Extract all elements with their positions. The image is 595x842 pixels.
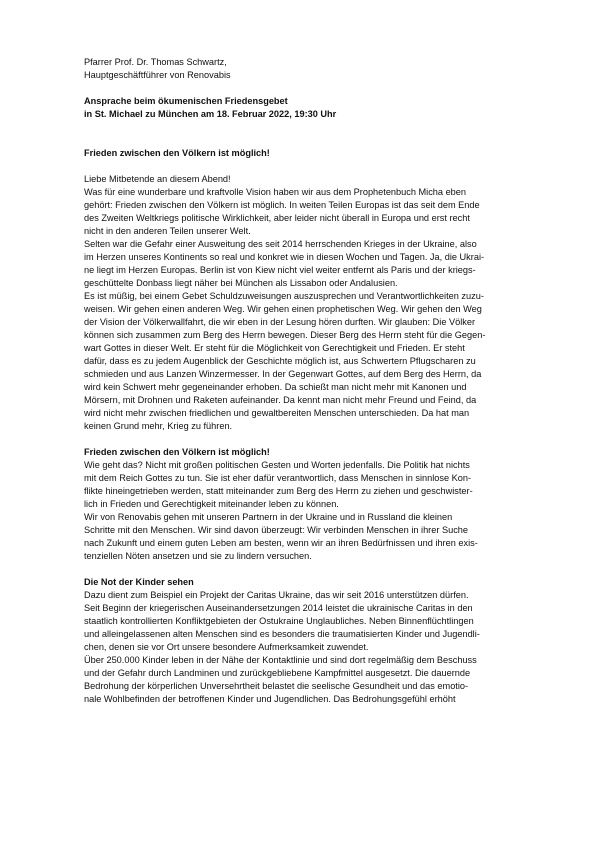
- text-line: Wie geht das? Nicht mit großen politischen Gesten und Worten jedenfalls. Die Politik hat nichts: [84, 460, 470, 470]
- paragraph: [84, 290, 516, 433]
- text-line: Wir von Renovabis gehen mit unseren Partnern in der Ukraine und in Russland die kleinen: [84, 512, 453, 522]
- text-line: im Herzen unseres Kontinents so real und konkret wie in diesen Wochen und Tagen. Ja, die Ukrai-: [84, 252, 485, 262]
- paragraph: [84, 186, 516, 238]
- paragraph: [84, 654, 516, 706]
- document-body: [84, 56, 516, 706]
- author-role: Hauptgeschäftführer von Renovabis: [84, 70, 231, 80]
- text-line: mit dem Reich Gottes zu tun. Sie ist eher dafür verantwortlich, dass Menschen in sinnlose Kon-: [84, 473, 472, 483]
- text-line: nale Wohlbefinden der betroffenen Kinder und Jugendlichen. Das Bedrohungsgefühl erhöht: [84, 694, 456, 704]
- text-line: staatlich kontrollierten Konfliktgebieten der Ostukraine Unglaubliches. Neben Binnenflüchtlingen: [84, 616, 474, 626]
- text-line: Es ist müßig, bei einem Gebet Schuldzuweisungen auszusprechen und Verantwortlichkeiten zuzu-: [84, 291, 484, 301]
- text-line: Schritte mit den Menschen. Wir sind davon überzeugt: Wir verbinden Menschen in ihrer Suche: [84, 525, 469, 535]
- section-heading: Frieden zwischen den Völkern ist möglich!: [84, 148, 270, 158]
- text-line: können sich zusammen zum Berg des Herrn bewegen. Dieser Berg des Herrn steht für die Gegen-: [84, 330, 486, 340]
- text-line: wart Gottes in dieser Welt. Er steht für die Möglichkeit von Gerechtigkeit und Frieden. Er steht: [84, 343, 465, 353]
- text-line: Bedrohung der körperlichen Unversehrtheit belastet die seelische Gesundheit und das emotio-: [84, 681, 469, 691]
- text-line: dafür, dass es zu jedem Augenblick der Geschichte möglich ist, aus Schwertern Pflugscharen zu: [84, 356, 476, 366]
- text-line: tenziellen Nöten ansetzen und sie zu lindern versuchen.: [84, 551, 312, 561]
- text-line: gehört: Frieden zwischen den Völkern ist möglich. In weiten Teilen Europas ist das seit dem Ende: [84, 200, 480, 210]
- text-line: Dazu dient zum Beispiel ein Projekt der Caritas Ukraine, das wir seit 2016 unterstützen dürfen.: [84, 590, 469, 600]
- text-line: keinen Grund mehr, Krieg zu führen.: [84, 421, 233, 431]
- paragraph: [84, 238, 516, 290]
- document-subtitle: in St. Michael zu München am 18. Februar 2022, 19:30 Uhr: [84, 109, 337, 119]
- paragraph: [84, 459, 516, 511]
- text-line: und der Gefahr durch Landminen und zurückgebliebene Kampfmittel ausgesetzt. Die dauernde: [84, 668, 471, 678]
- text-line: chen, denen sie vor Ort unsere besondere Aufmerksamkeit zuwendet.: [84, 642, 369, 652]
- paragraph: [84, 511, 516, 563]
- text-line: Selten war die Gefahr einer Ausweitung des seit 2014 herrschenden Krieges in der Ukraine, also: [84, 239, 477, 249]
- text-line: ne liegt im Herzen Europas. Berlin ist von Kiew nicht viel weiter entfernt als Paris und der kriegs-: [84, 265, 476, 275]
- section-heading: Frieden zwischen den Völkern ist möglich!: [84, 447, 270, 457]
- text-line: wird kein Schwert mehr gegeneinander erhoben. Da schießt man nicht mehr mit Kanonen und: [84, 382, 467, 392]
- salutation: Liebe Mitbetende an diesem Abend!: [84, 174, 231, 184]
- text-line: wird nicht mehr zwischen friedlichen und gewaltbereiten Menschen unterschieden. Da hat man: [84, 408, 470, 418]
- text-line: weisen. Wir gehen einen anderen Weg. Wir gehen einen prophetischen Weg. Wir gehen den Weg: [84, 304, 482, 314]
- text-line: der Vision der Völkerwallfahrt, die wir eben in der Lesung hören durften. Wir glauben: Die Völker: [84, 317, 476, 327]
- document-title: Ansprache beim ökumenischen Friedensgebet: [84, 96, 288, 106]
- author-name: Pfarrer Prof. Dr. Thomas Schwartz,: [84, 57, 227, 67]
- text-line: flikte hineingetrieben werden, statt miteinander zum Berg des Herrn zu ziehen und geschwister-: [84, 486, 473, 496]
- text-line: Was für eine wunderbare und kraftvolle Vision haben wir aus dem Prophetenbuch Micha eben: [84, 187, 467, 197]
- text-line: schmieden und aus Lanzen Winzermesser. In der Gegenwart Gottes, auf dem Berg des Herrn, da: [84, 369, 482, 379]
- text-line: Seit Beginn der kriegerischen Auseinandersetzungen 2014 leistet die ukrainische Caritas in den: [84, 603, 473, 613]
- paragraph: [84, 589, 516, 654]
- text-line: Über 250.000 Kinder leben in der Nähe der Kontaktlinie und sind dort regelmäßig dem Beschuss: [84, 655, 477, 665]
- text-line: geschüttelte Donbass liegt näher bei München als Lissabon oder Andalusien.: [84, 278, 398, 288]
- text-line: nicht in den anderen Teilen unserer Welt.: [84, 226, 251, 236]
- text-line: lich in Frieden und Gerechtigkeit miteinander leben zu können.: [84, 499, 339, 509]
- text-line: Mörsern, mit Drohnen und Raketen aufeinander. Da kennt man nicht mehr Freund und Feind, da: [84, 395, 477, 405]
- text-line: des Zweiten Weltkriegs politische Wirklichkeit, aber leider nicht überall in Europa und erst recht: [84, 213, 470, 223]
- text-line: und alleingelassenen alten Menschen sind es besonders die traumatisierten Kinder und Jugendli-: [84, 629, 480, 639]
- text-line: nach Zukunft und einem guten Leben am besten, wenn wir an ihren Bedürfnissen und ihren exis-: [84, 538, 478, 548]
- section-heading: Die Not der Kinder sehen: [84, 577, 194, 587]
